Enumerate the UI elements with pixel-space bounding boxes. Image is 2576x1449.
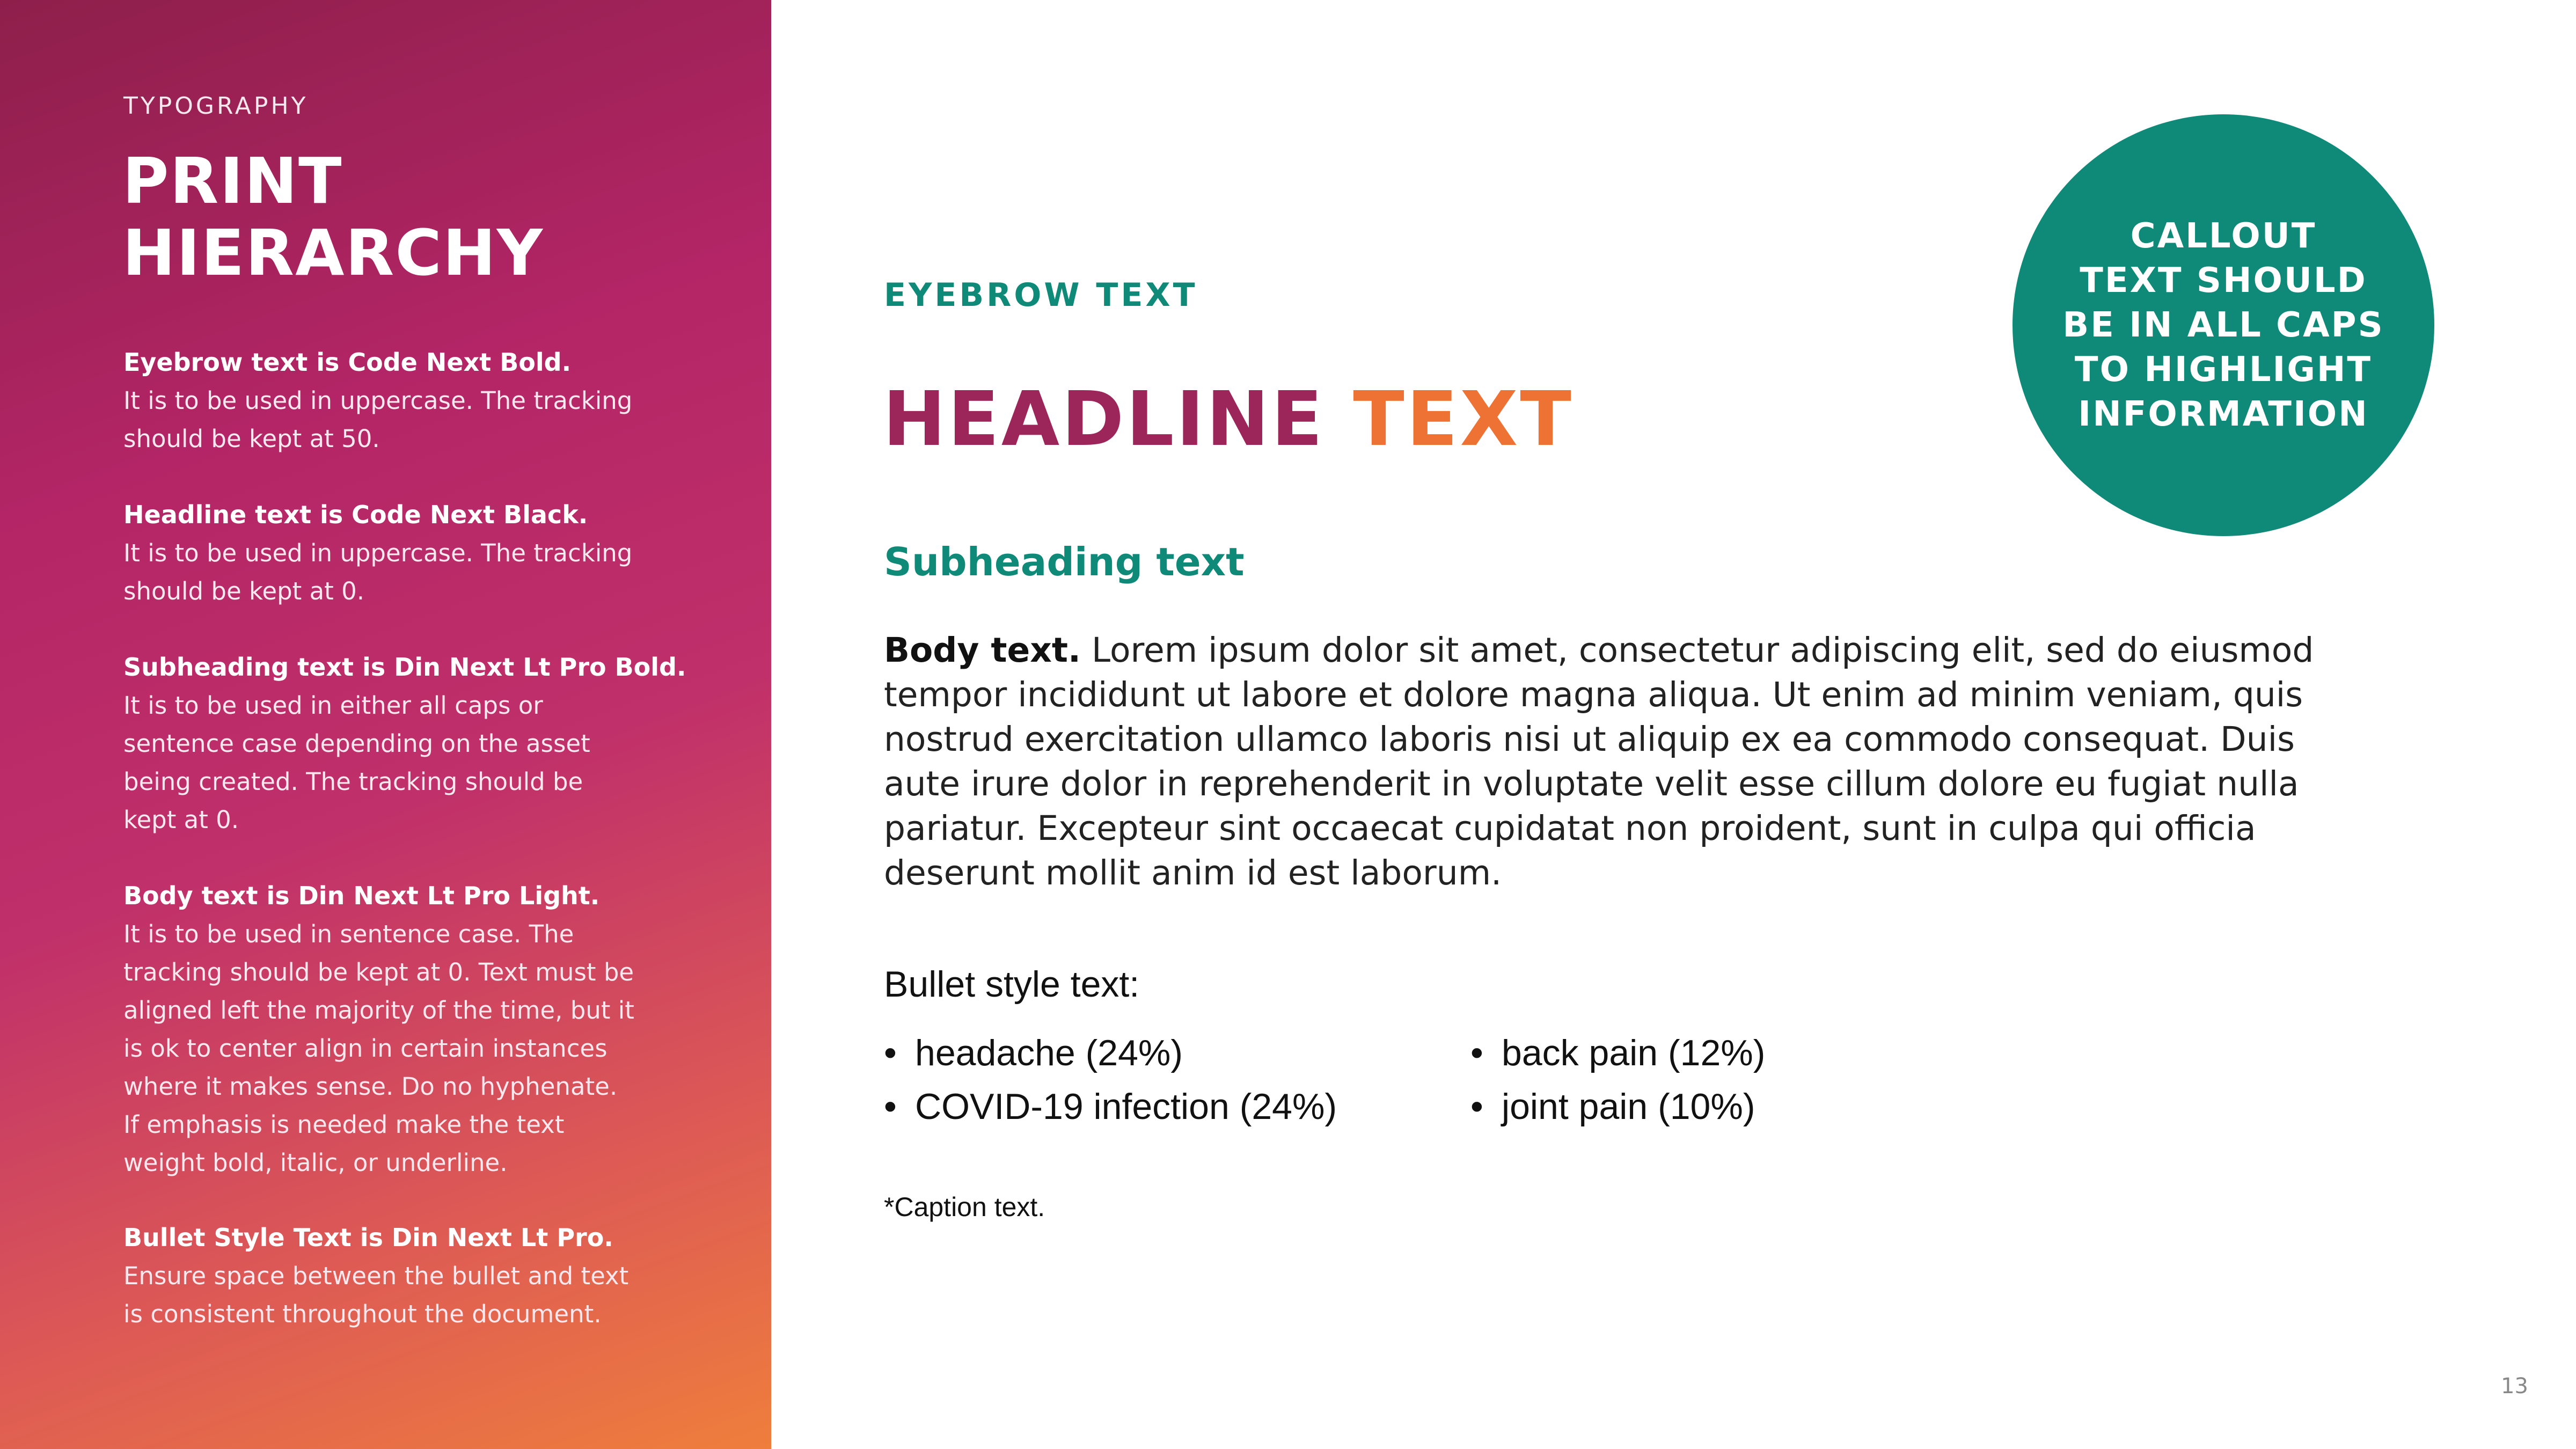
- caption-text: *Caption text.: [884, 1192, 1045, 1222]
- list-item: [1470, 1080, 1765, 1133]
- body-guide: [123, 877, 692, 1182]
- callout-line: CALLOUT: [2130, 216, 2317, 256]
- typography-sidebar: [0, 0, 771, 1449]
- bullet-label: Bullet style text:: [884, 964, 1140, 1005]
- subheading-guide: [123, 648, 692, 839]
- page-number: 13: [2501, 1374, 2528, 1399]
- guide-heading: Headline text is Code Next Black.: [123, 500, 588, 529]
- guide-body: It is to be used in either all caps or sentence case depending on the asset being created. The tracking should be kept at 0.: [123, 691, 590, 834]
- guide-body: It is to be used in sentence case. The tracking should be kept at 0. Text must be aligned left the majority of the time, but it is ok to center align in certain instances where it makes sense. Do no hyphenate. If emphasis is needed make the text weight bold, italic, or underline.: [123, 920, 634, 1177]
- list-item: [1470, 1026, 1765, 1080]
- sidebar-title: [122, 145, 713, 289]
- callout-line: INFORMATION: [2078, 394, 2369, 434]
- bullet-guide: [123, 1219, 692, 1333]
- guide-heading: Subheading text is Din Next Lt Pro Bold.: [123, 653, 686, 682]
- eyebrow-guide: [123, 343, 692, 458]
- bullet-list-right: [1470, 1026, 1765, 1133]
- body-paragraph: [884, 628, 2360, 895]
- guide-body: It is to be used in uppercase. The tracking should be kept at 0.: [123, 539, 633, 605]
- bullet-text: headache (24%): [915, 1033, 1183, 1073]
- list-item: [884, 1026, 1337, 1080]
- eyebrow-text: EYEBROW TEXT: [884, 276, 1198, 314]
- sidebar-title-line: PRINT: [122, 144, 343, 218]
- callout-line: TO HIGHLIGHT: [2074, 349, 2373, 390]
- bullet-icon: •: [884, 1033, 897, 1073]
- guide-heading: Body text is Din Next Lt Pro Light.: [123, 881, 600, 910]
- sidebar-eyebrow: TYPOGRAPHY: [123, 92, 309, 120]
- callout-circle: [2012, 114, 2434, 536]
- bullet-text: back pain (12%): [1502, 1033, 1766, 1073]
- bullet-list-left: [884, 1026, 1337, 1133]
- headline-guide: [123, 496, 692, 610]
- bullet-icon: •: [1470, 1086, 1483, 1127]
- body-copy: Lorem ipsum dolor sit amet, consectetur adipiscing elit, sed do eiusmod tempor incididunt ut labore et dolore magna aliqua. Ut enim ad minim veniam, quis nostrud exercitation ullamco laboris nisi ut aliquip ex ea commodo consequat. Duis aute irure dolor in reprehenderit in voluptate velit esse cillum dolore eu fugiat nulla pariatur. Excepteur sint occaecat cupidatat non proident, sunt in culpa qui officia deserunt mollit anim id est laborum.: [884, 631, 2314, 892]
- guide-body: It is to be used in uppercase. The tracking should be kept at 50.: [123, 386, 633, 453]
- bullet-text: joint pain (10%): [1502, 1086, 1755, 1127]
- bullet-icon: •: [884, 1086, 897, 1127]
- bullet-icon: •: [1470, 1033, 1483, 1073]
- callout-line: TEXT SHOULD: [2080, 260, 2367, 301]
- guide-heading: Bullet Style Text is Din Next Lt Pro.: [123, 1223, 613, 1252]
- headline-part-1: HEADLINE: [883, 376, 1325, 463]
- guide-body: Ensure space between the bullet and text is consistent throughout the document.: [123, 1262, 629, 1328]
- headline-part-2: TEXT: [1353, 376, 1574, 463]
- headline: [883, 376, 1574, 463]
- body-lead: Body text.: [884, 631, 1081, 670]
- sidebar-title-line: HIERARCHY: [122, 216, 544, 290]
- bullet-text: COVID-19 infection (24%): [915, 1086, 1337, 1127]
- guide-heading: Eyebrow text is Code Next Bold.: [123, 348, 572, 377]
- callout-text: [2052, 214, 2395, 437]
- list-item: [884, 1080, 1337, 1133]
- subheading-text: Subheading text: [884, 539, 1245, 584]
- callout-line: BE IN ALL CAPS: [2062, 305, 2384, 345]
